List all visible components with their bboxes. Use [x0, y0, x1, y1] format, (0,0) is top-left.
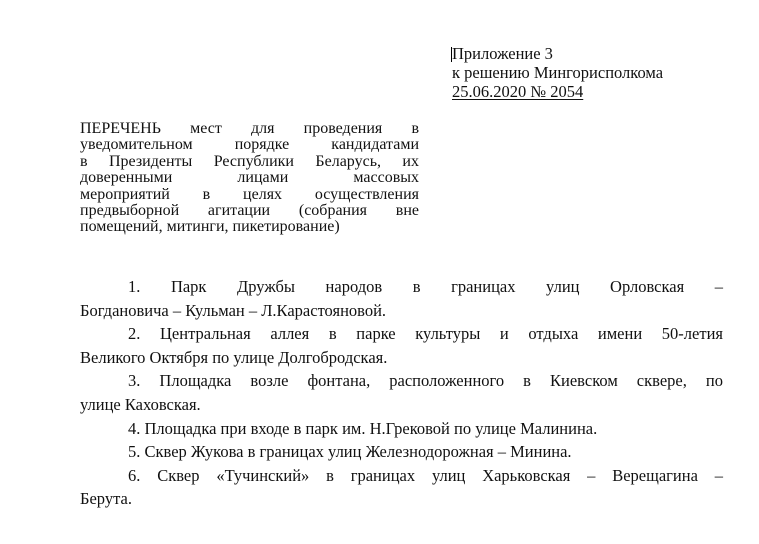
appendix-date-number: 25.06.2020 № 2054 [452, 82, 584, 101]
list-item-text: Богдановича – Кульман – Л.Карастояновой. [80, 300, 387, 320]
text-cursor [451, 47, 452, 62]
list-item-text: 5. Сквер Жукова в границах улиц Железнодорожная – Минина. [128, 442, 572, 462]
title-line: мероприятий в целях осуществления [80, 185, 419, 203]
list-item-3 [80, 369, 723, 416]
list-item-text: 3. Площадка возле фонтана, расположенного в Киевском сквере, по [128, 371, 723, 391]
appendix-header [452, 44, 742, 101]
list-item-text: 4. Площадка при входе в парк им. Н.Грековой по улице Малинина. [128, 418, 598, 438]
list-item-1 [80, 275, 723, 322]
list-item-2 [80, 322, 723, 369]
title-line: доверенными лицами массовых [80, 169, 419, 187]
list-item-text: Великого Октября по улице Долгобродская. [80, 347, 388, 367]
list-item-text: 2. Центральная аллея в парке культуры и отдыха имени 50-летия [128, 324, 723, 344]
title-line: ПЕРЕЧЕНЬ мест для проведения в [80, 120, 419, 137]
list-item-text: 6. Сквер «Тучинский» в границах улиц Харьковская – Верещагина – [128, 465, 723, 485]
document-title [80, 121, 419, 236]
title-line: уведомительном порядке кандидатами [80, 136, 419, 154]
locations-list [80, 275, 723, 511]
list-item-text: Берута. [80, 489, 132, 509]
title-line: помещений, митинги, пикетирование) [80, 218, 340, 236]
list-item-4 [80, 417, 723, 441]
appendix-number: Приложение 3 [452, 44, 553, 63]
list-item-5 [80, 440, 723, 464]
list-item-6 [80, 464, 723, 511]
list-item-text: улице Каховская. [80, 394, 201, 414]
appendix-decision: к решению Мингорисполкома [452, 63, 664, 82]
title-line: в Президенты Республики Беларусь, их [80, 152, 419, 170]
title-line: предвыборной агитации (собрания вне [80, 201, 419, 219]
list-item-text: 1. Парк Дружбы народов в границах улиц Орловская – [128, 277, 723, 296]
